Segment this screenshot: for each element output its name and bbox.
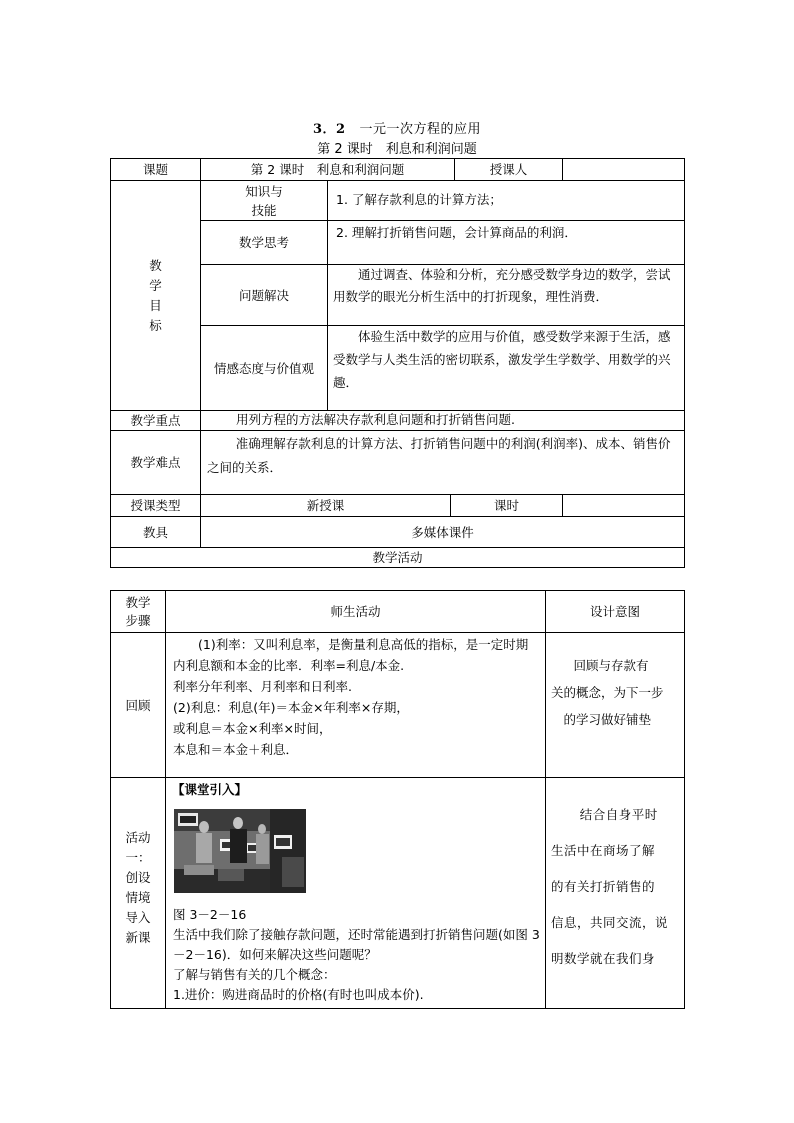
topic-value: 第 2 课时 利息和利润问题 bbox=[250, 162, 405, 177]
topic-label: 课题 bbox=[142, 162, 168, 177]
review-line: 利率分年利率、月利率和日利率. bbox=[173, 679, 352, 694]
teacher-label: 授课人 bbox=[489, 162, 528, 177]
step-header-line: 步骤 bbox=[125, 612, 151, 628]
difficulty-text: 准确理解存款利息的计算方法、打折销售问题中的利润(利润率)、成本、销售价之间的关系． bbox=[207, 436, 671, 475]
problem-text: 通过调查、体验和分析，充分感受数学身边的数学，尝试用数学的眼光分析生活中的打折现象，理性消费． bbox=[333, 267, 671, 304]
review-line: 本息和＝本金＋利息． bbox=[173, 742, 299, 757]
review-line: (2)利息：利息(年)＝本金×年利率×存期， bbox=[173, 700, 409, 715]
section-title bbox=[0, 118, 794, 137]
teacher-value bbox=[563, 159, 684, 180]
intent-header: 设计意图 bbox=[589, 604, 640, 619]
goals-char: 目 bbox=[149, 297, 162, 313]
step-header bbox=[111, 591, 165, 632]
section-number: 3．2 bbox=[312, 122, 346, 137]
activity1-intent-line: 信息，共同交流，说 bbox=[551, 915, 669, 930]
review-line: 或利息＝本金×利率×时间， bbox=[173, 721, 332, 736]
activity1-intent-line: 的有关打折销售的 bbox=[551, 879, 656, 894]
activity1-label-line: 一： bbox=[125, 850, 151, 865]
thinking-label: 数学思考 bbox=[238, 235, 289, 250]
activity1-content bbox=[173, 925, 542, 1005]
tools-label: 教具 bbox=[142, 524, 168, 540]
knowledge-text: 1. 了解存款利息的计算方法； bbox=[336, 192, 502, 207]
goals-char: 标 bbox=[149, 317, 162, 333]
period-label: 课时 bbox=[493, 498, 519, 513]
goals-char: 教 bbox=[149, 257, 162, 273]
tools-value: 多媒体课件 bbox=[411, 524, 474, 540]
lesson-type-label: 授课类型 bbox=[130, 498, 181, 513]
review-intent bbox=[551, 652, 681, 762]
review-intent-line: 回顾与存款有 bbox=[573, 658, 649, 673]
knowledge-label-line: 技能 bbox=[251, 202, 277, 218]
store-sale-photo bbox=[174, 809, 306, 893]
section-name: 一元一次方程的应用 bbox=[359, 122, 482, 137]
knowledge-label bbox=[201, 181, 327, 220]
activity1-label-line: 导入 bbox=[125, 910, 151, 925]
review-label: 回顾 bbox=[125, 697, 151, 713]
emotion-label: 情感态度与价值观 bbox=[213, 360, 314, 376]
goals-label bbox=[111, 181, 200, 410]
activity1-intent-line: 生活中在商场了解 bbox=[551, 843, 656, 858]
problem-label: 问题解决 bbox=[238, 287, 289, 303]
activity1-label-line: 新课 bbox=[125, 930, 151, 945]
activity1-label-line: 情境 bbox=[125, 890, 151, 905]
lesson-subtitle: 第 2 课时 利息和利润问题 bbox=[317, 142, 477, 157]
activity-header: 师生活动 bbox=[330, 604, 381, 619]
knowledge-label-line: 知识与 bbox=[245, 183, 283, 199]
activity1-line: 生活中我们除了接触存款问题，还时常能遇到打折销售问题(如图 3－2－16)．如何来解决这些问题呢？ bbox=[173, 927, 540, 962]
activity1-intent-line: 结合自身平时 bbox=[579, 807, 658, 822]
activity1-label-line: 创设 bbox=[125, 870, 151, 885]
class-intro-heading: 【课堂引入】 bbox=[172, 782, 248, 797]
emotion-text: 体验生活中数学的应用与价值，感受数学来源于生活，感受数学与人类生活的密切联系，激发学生学数学、用数学的兴趣． bbox=[333, 329, 671, 390]
activity1-line: 1.进价：购进商品时的价格(有时也叫成本价). bbox=[173, 987, 424, 1002]
review-content bbox=[173, 634, 539, 776]
goals-char: 学 bbox=[149, 277, 162, 293]
activity1-label-line: 活动 bbox=[125, 830, 151, 845]
thinking-text: 2. 理解打折销售问题，会计算商品的利润． bbox=[336, 225, 577, 240]
activity1-intent-line: 明数学就在我们身 bbox=[551, 951, 656, 966]
activity1-line: 了解与销售有关的几个概念： bbox=[173, 967, 336, 982]
review-intent-line: 关的概念，为下一步 bbox=[551, 685, 664, 700]
review-line: (1)利率：又叫利息率，是衡量利息高低的指标，是一定时期内利息额和本金的比率．利率=利息/本金. bbox=[173, 637, 529, 673]
review-intent-line: 的学习做好铺垫 bbox=[563, 712, 652, 727]
lesson-type-value: 新授课 bbox=[306, 498, 345, 513]
period-value bbox=[563, 495, 684, 516]
difficulty-label: 教学难点 bbox=[130, 455, 181, 470]
key-point-text: 用列方程的方法解决存款利息问题和打折销售问题. bbox=[236, 412, 515, 427]
key-point-label: 教学重点 bbox=[130, 413, 181, 428]
step-header-line: 教学 bbox=[125, 594, 151, 610]
activity1-intent bbox=[551, 797, 681, 997]
activities-heading: 教学活动 bbox=[372, 550, 423, 565]
figure-caption: 图 3－2－16 bbox=[173, 907, 247, 922]
activity1-label bbox=[111, 778, 165, 1008]
